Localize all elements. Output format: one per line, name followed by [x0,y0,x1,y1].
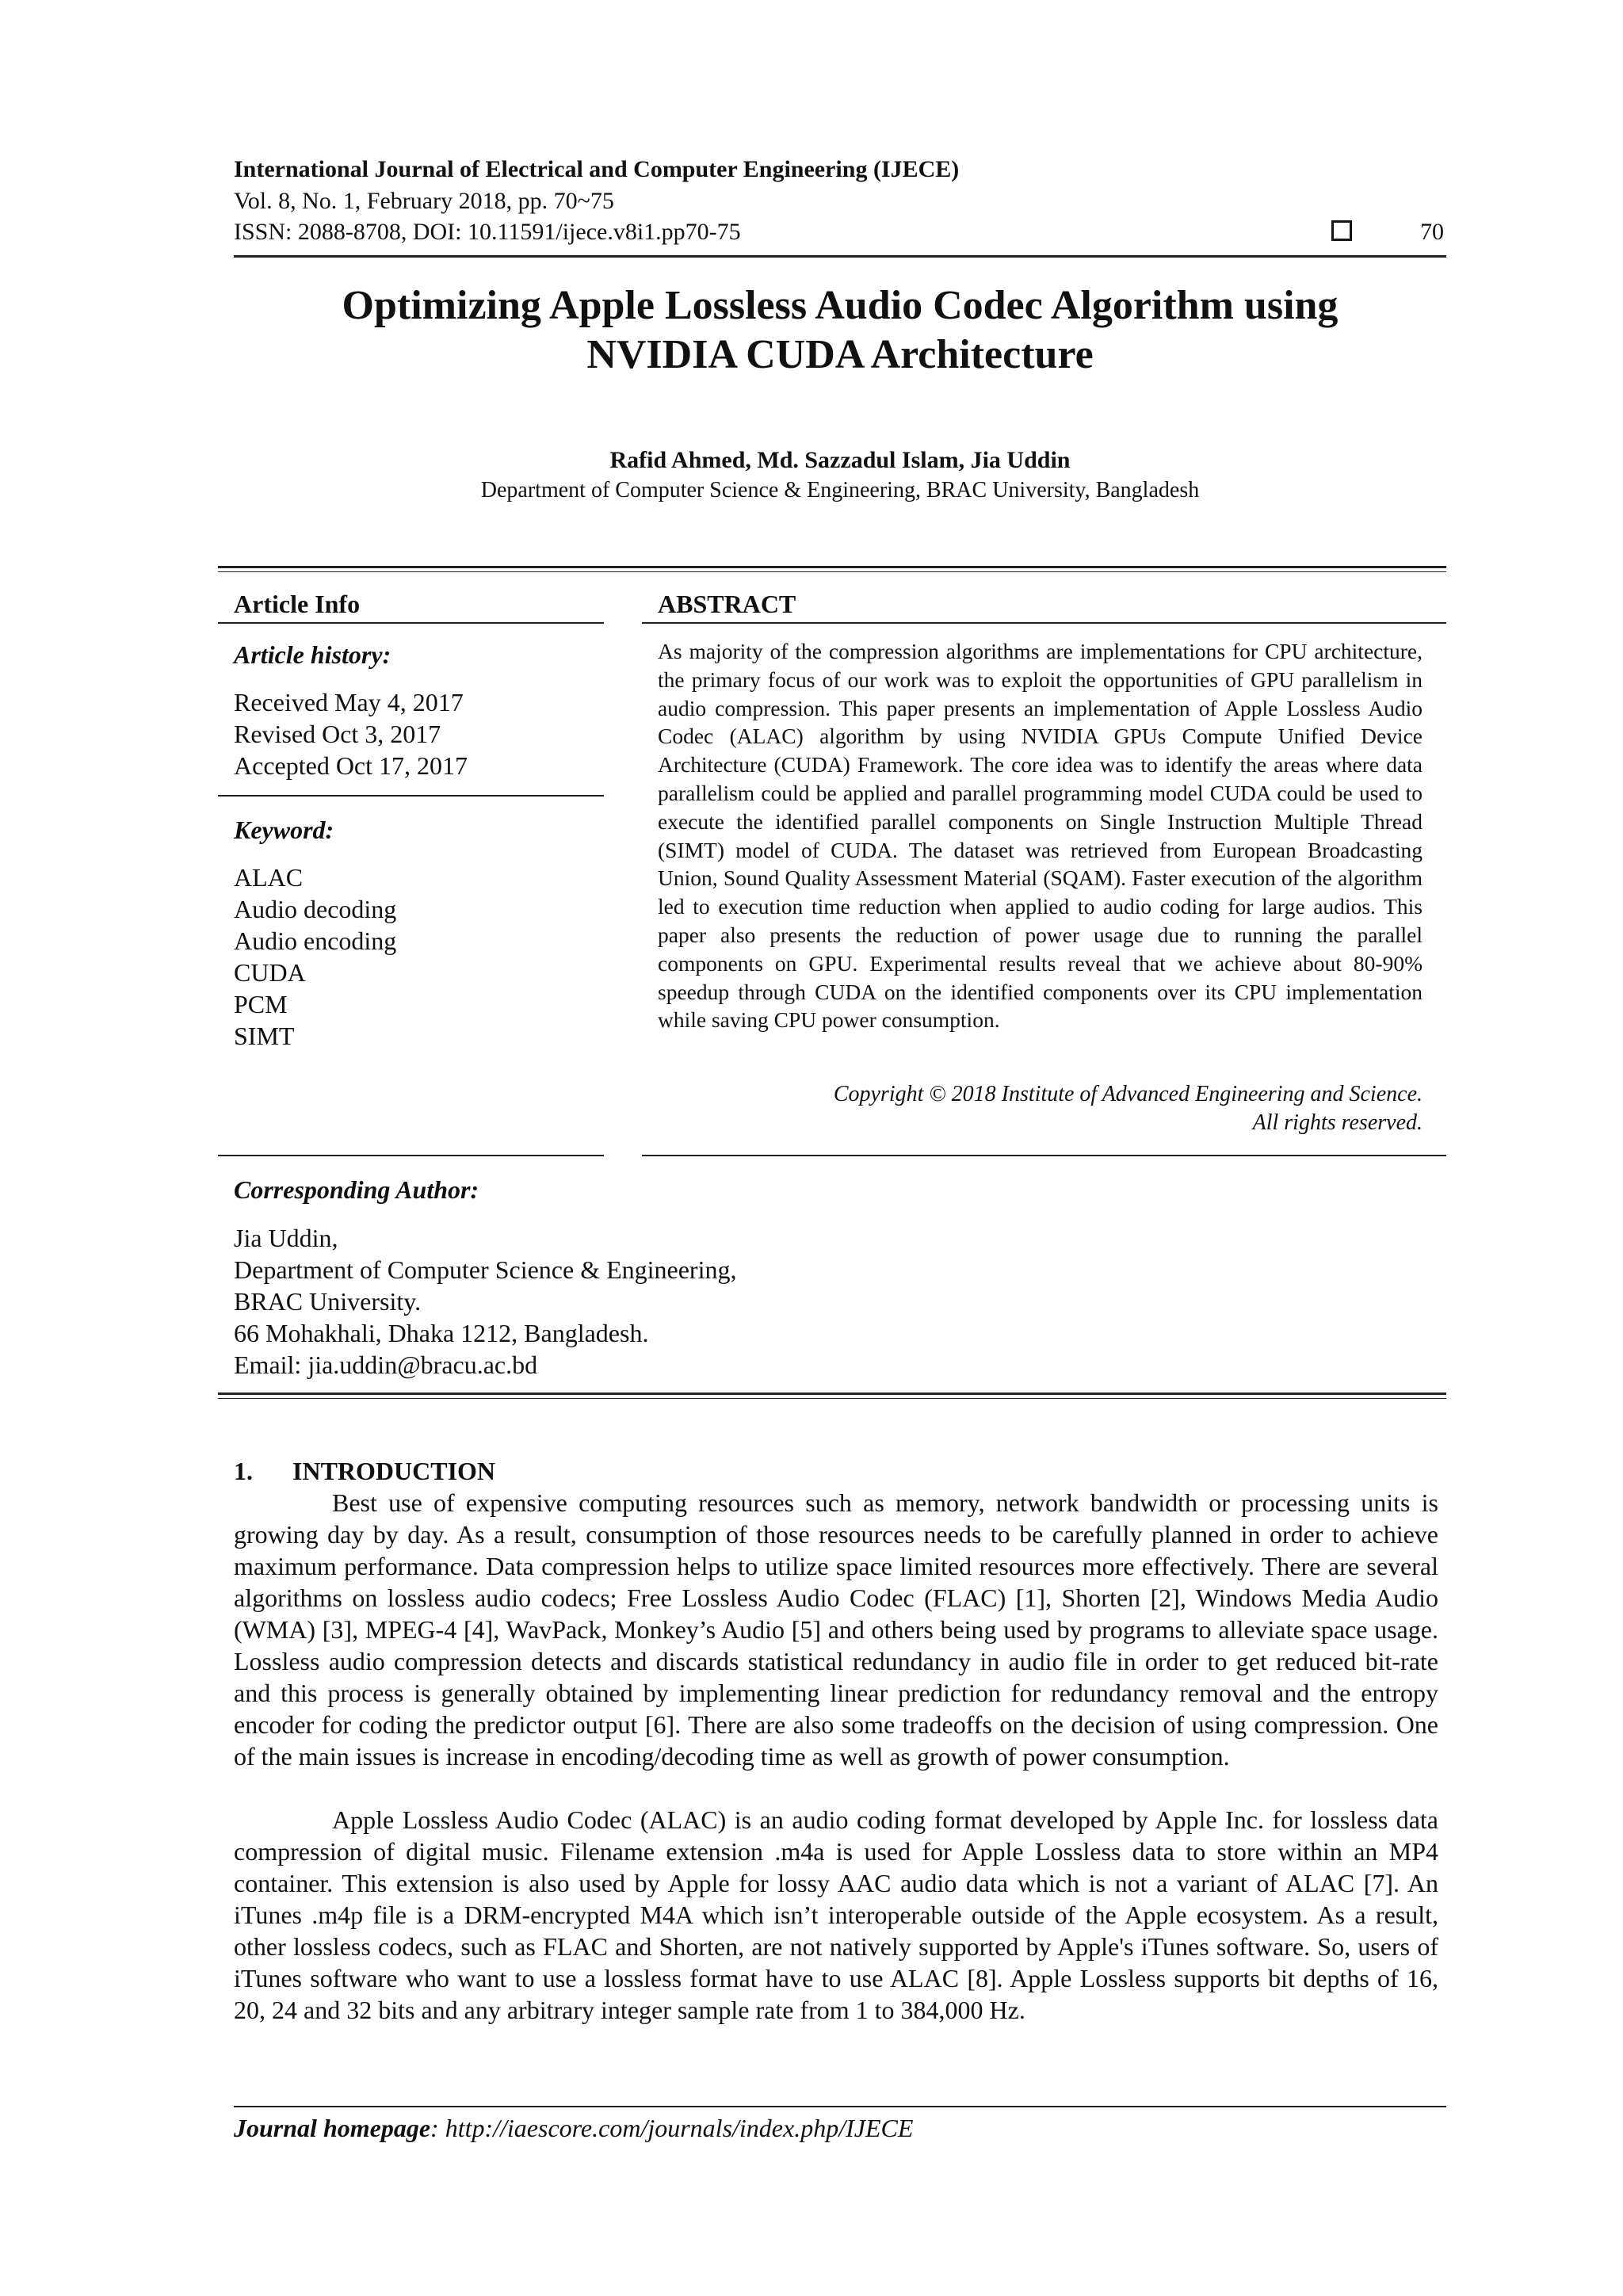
paragraph-text: Best use of expensive computing resources such as memory, network bandwidth or processing units is growing day by day. As a result, consumption of those resources needs to be carefully planned in order to achieve maximum performance. Data compression helps to utilize space limited resources more effectively. There are several algorithms on lossless audio codecs; Free Lossless Audio Codec (FLAC) [1], Shorten [2], Windows Media Audio (WMA) [3], MPEG-4 [4], WavPack, Monkey’s Audio [5] and others being used by programs to alleviate space usage. Lossless audio compression detects and discards statistical redundancy in audio file in order to get reduced bit-rate and this process is generally obtained by implementing linear prediction for redundancy removal and the entropy encoder for coding the predictor output [6]. There are also some tradeoffs on the decision of using compression. One of the main issues is increase in encoding/decoding time as well as growth of power consumption. [234,1488,1438,1771]
header-rule [234,255,1446,258]
intro-paragraph-1 [234,1487,1438,1772]
homepage-url[interactable]: : http://iaescore.com/journals/index.php/IJECE [430,2114,914,2142]
article-history-list [234,686,468,781]
journal-homepage [234,2112,913,2144]
copyright-line-1: Copyright © 2018 Institute of Advanced Engineering and Science. [833,1082,1423,1106]
infobox-bottom-rule [218,1392,1446,1395]
history-bottom-rule [218,795,604,797]
issn-doi: ISSN: 2088-8708, DOI: 10.11591/ijece.v8i1.pp70-75 [234,219,741,245]
copyright-line-2: All rights reserved. [1252,1110,1423,1135]
history-received: Received May 4, 2017 [234,688,464,716]
section-title: INTRODUCTION [292,1457,496,1485]
keyword-item: ALAC [234,863,304,892]
footer-rule [234,2106,1446,2107]
article-history-heading: Article history: [234,640,391,669]
volume-info: Vol. 8, No. 1, February 2018, pp. 70~75 [234,188,614,214]
checkbox-square-icon [1331,220,1352,241]
section-number: 1. [234,1457,253,1485]
paper-title [234,281,1446,380]
author-university: BRAC University. [234,1287,422,1316]
author-department: Department of Computer Science & Engineering, [234,1255,737,1284]
keyword-item: CUDA [234,958,306,987]
title-line-2: NVIDIA CUDA Architecture [586,332,1094,377]
copyright-notice [658,1080,1423,1137]
page-number: 70 [1420,219,1444,245]
infobox-top-rule-2 [218,571,1446,572]
abstract-head-rule [642,622,1446,624]
keyword-item: Audio encoding [234,926,397,955]
abstract-text: As majority of the compression algorithms are implementations for CPU architecture, the primary focus of our work was to exploit the opportunities of GPU parallelism in audio compression. This paper presents an implementation of Apple Lossless Audio Codec (ALAC) algorithm by using NVIDIA GPUs Compute Unified Device Architecture (CUDA) Framework. The core idea was to identify the areas where data parallelism could be applied and parallel programming model CUDA could be used to execute the identified parallel components on Single Instruction Multiple Thread (SIMT) model of CUDA. The dataset was retrieved from European Broadcasting Union, Sound Quality Assessment Material (SQAM). Faster execution of the algorithm led to execution time reduction when applied to audio coding for large audios. This paper also presents the reduction of power usage due to running the parallel components on GPU. Experimental results reveal that we achieve about 80-90% speedup through CUDA on the identified components over its CPU implementation while saving CPU power consumption. [658,639,1423,1033]
paragraph-text: Apple Lossless Audio Codec (ALAC) is an audio coding format developed by Apple Inc. for lossless data compression of digital music. Filename extension .m4a is used for Apple Lossless data to store within an MP4 container. This extension is also used by Apple for lossy AAC audio data which is not a variant of ALAC [7]. An iTunes .m4p file is a DRM-encrypted M4A which isn’t interoperable outside of the Apple ecosystem. As a result, other lossless codecs, such as FLAC and Shorten, are not natively supported by Apple's iTunes software. So, users of iTunes software who want to use a lossless format have to use ALAC [8]. Apple Lossless supports bit depths of 16, 20, 24 and 32 bits and any arbitrary integer sample rate from 1 to 384,000 Hz. [234,1805,1438,2024]
corresponding-author-heading: Corresponding Author: [234,1175,479,1204]
section-heading-introduction [234,1455,495,1487]
keyword-item: PCM [234,990,288,1018]
infobox-bottom-rule-2 [218,1398,1446,1399]
history-revised: Revised Oct 3, 2017 [234,720,441,748]
author-name: Jia Uddin, [234,1224,338,1252]
authors: Rafid Ahmed, Md. Sazzadul Islam, Jia Uddin [609,447,1071,473]
keyword-item: SIMT [234,1022,295,1050]
intro-paragraph-2 [234,1804,1438,2026]
affiliation: Department of Computer Science & Engineering, BRAC University, Bangladesh [480,478,1200,502]
infobox-top-rule [218,566,1446,568]
keyword-list [234,861,396,1052]
abstract-heading: ABSTRACT [658,590,796,618]
author-email: Email: jia.uddin@bracu.ac.bd [234,1350,538,1379]
title-line-1: Optimizing Apple Lossless Audio Codec Algorithm using [342,283,1338,328]
keyword-heading: Keyword: [234,816,334,844]
keyword-item: Audio decoding [234,895,397,923]
article-info-heading: Article Info [234,590,361,618]
article-info-head-rule [218,622,604,624]
history-accepted: Accepted Oct 17, 2017 [234,751,468,780]
journal-name: International Journal of Electrical and Computer Engineering (IJECE) [234,156,960,182]
article-info-bottom-rule [218,1155,604,1156]
author-address: 66 Mohakhali, Dhaka 1212, Bangladesh. [234,1319,649,1347]
corresponding-author-details [234,1222,736,1381]
homepage-label: Journal homepage [234,2114,431,2142]
abstract-bottom-rule [642,1155,1446,1156]
